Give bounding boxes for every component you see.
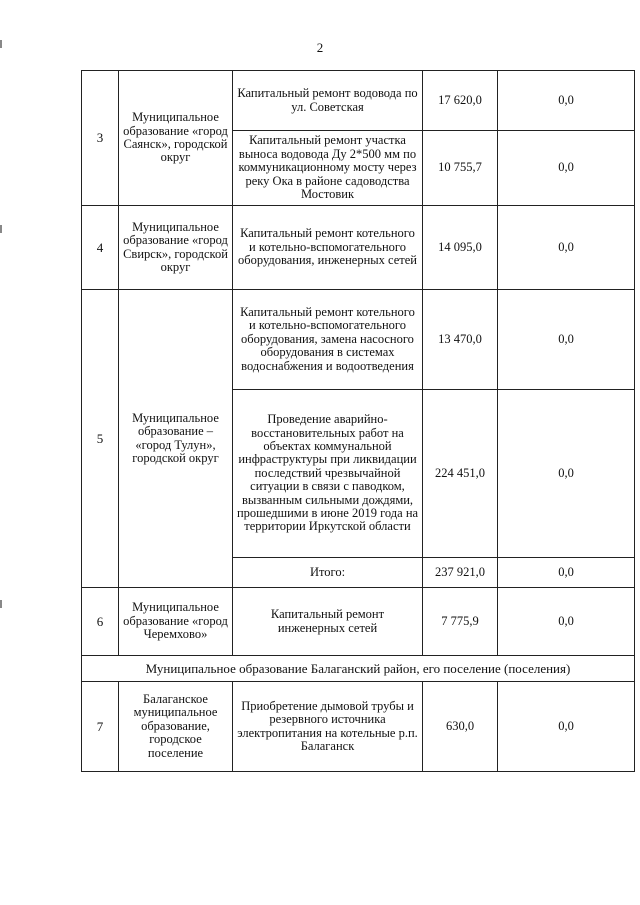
- other-amount-cell: 0,0: [498, 588, 635, 656]
- row-number: 3: [82, 71, 119, 206]
- municipality-cell: Муниципальное образование – «город Тулун», городской округ: [119, 290, 233, 588]
- other-amount-cell: 0,0: [498, 682, 635, 772]
- row-number: 6: [82, 588, 119, 656]
- amount-cell: 10 755,7: [423, 131, 498, 206]
- amount-cell: 224 451,0: [423, 390, 498, 558]
- other-amount-cell: 0,0: [498, 71, 635, 131]
- work-cell: Приобретение дымовой трубы и резервного источника электропитания на котельные р.п. Балаганск: [233, 682, 423, 772]
- other-amount-cell: 0,0: [498, 131, 635, 206]
- subsidy-table: [81, 70, 635, 772]
- table-row: [82, 290, 635, 390]
- work-cell: Капитальный ремонт водовода по ул. Советская: [233, 71, 423, 131]
- work-cell: Капитальный ремонт котельного и котельно-вспомогательного оборудования, инженерных сетей: [233, 206, 423, 290]
- table-row: [82, 682, 635, 772]
- amount-cell: 17 620,0: [423, 71, 498, 131]
- row-number: 7: [82, 682, 119, 772]
- municipality-cell: Муниципальное образование «город Черемхово»: [119, 588, 233, 656]
- section-header-row: [82, 656, 635, 682]
- total-other-amount: 0,0: [498, 558, 635, 588]
- row-number: 5: [82, 290, 119, 588]
- table-row: [82, 206, 635, 290]
- section-header: Муниципальное образование Балаганский район, его поселение (поселения): [82, 656, 635, 682]
- other-amount-cell: 0,0: [498, 290, 635, 390]
- amount-cell: 7 775,9: [423, 588, 498, 656]
- work-cell: Капитальный ремонт инженерных сетей: [233, 588, 423, 656]
- amount-cell: 14 095,0: [423, 206, 498, 290]
- work-cell: Капитальный ремонт котельного и котельно-вспомогательного оборудования, замена насосного оборудования в системах водоснабжения и водоотведения: [233, 290, 423, 390]
- work-cell: Капитальный ремонт участка выноса водовода Ду 2*500 мм по коммуникационному мосту через реку Ока в районе садоводства Мостовик: [233, 131, 423, 206]
- page-number: 2: [316, 40, 324, 55]
- amount-cell: 13 470,0: [423, 290, 498, 390]
- municipality-cell: Муниципальное образование «город Саянск», городской округ: [119, 71, 233, 206]
- total-amount: 237 921,0: [423, 558, 498, 588]
- row-number: 4: [82, 206, 119, 290]
- municipality-cell: Балаганское муниципальное образование, городское поселение: [119, 682, 233, 772]
- amount-cell: 630,0: [423, 682, 498, 772]
- table-row: [82, 588, 635, 656]
- other-amount-cell: 0,0: [498, 206, 635, 290]
- table-row: [82, 71, 635, 131]
- other-amount-cell: 0,0: [498, 390, 635, 558]
- work-cell: Проведение аварийно-восстановительных работ на объектах коммунальной инфраструктуры при ликвидации последствий чрезвычайной ситуации в связи с паводком, вызванным сильными дождями, прошедшими в июне 2019 года на территории Иркутской области: [233, 390, 423, 558]
- municipality-cell: Муниципальное образование «город Свирск», городской округ: [119, 206, 233, 290]
- total-label: Итого:: [233, 558, 423, 588]
